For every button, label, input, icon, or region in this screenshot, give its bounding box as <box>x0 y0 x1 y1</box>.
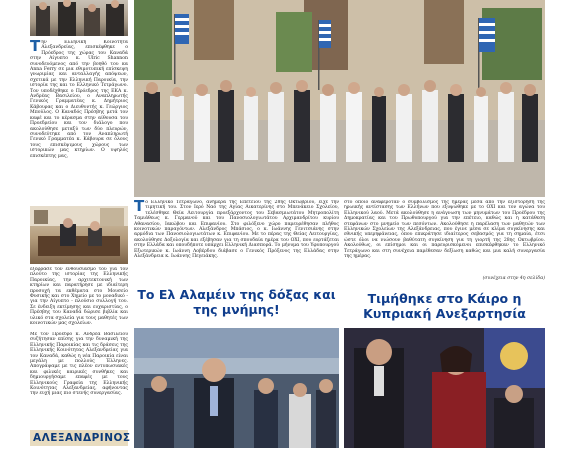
left-dropcap: Τ <box>30 40 41 55</box>
left-lower-text: Με τον Πρόεδρο κ. Ανδρέα Βασιλείου συζήτησαν επίσης για την δυναμική της Ελληνικής Παροικίας και τις δράσεις της Ελληνικής Κοινότητας Αλεξανδρείας για τον Καναδά, καθώς η νέα Παροικία είναι μεγάλη με πολλούς Έλληνες. Απογράψαμε με τις πλέον εντυπωσιακές και φιλικές καιρικές συνθήκες και δημιουργήσαμε επαφές με τους Ελληνικούς Γραφεία της Ελληνικής Κοινότητας Αλεξανδρείας, αφήνοντας την ευχή μιας πιο στενής συνεργασίας. <box>30 332 128 397</box>
el-alamein-photo <box>134 328 339 448</box>
headline-el-alamein: Το Ελ Αλαμέιν της δόξας και της μνήμης! <box>137 287 336 317</box>
cyprus-photo <box>344 328 545 448</box>
left-footer-bar <box>30 430 131 446</box>
top-left-photo <box>30 0 128 36</box>
continued-note: (συνέχεια στην 4η σελίδα) <box>482 276 545 281</box>
main-story-col2: στο οποίο αναφερόταν ο συμβολισμός της ημέρας μέσα από την εξιστόρηση της ηρωικής αντίστασης των Ελλήνων που εξυψώθηκε με το ΟΧΙ και τον αγώνα του Ελληνικού λαού. Μετά ακολούθησε η ανάγνωση των μηνυμάτων του Προέδρου της Δημοκρατίας και του Πρωθυπουργού για την επέτειο, καθώς και η κατάθεση στεφάνων στο μνημείο των πεσόντων. Ακολούθησε η παρέλαση των μαθητών των Ελληνικών Σχολείων της Αλεξάνδρειας, που έγινε μέσα σε κλίμα συγκίνησης και εθνικής υπερηφάνειας, όπου επικράτησε ιδιαίτερος σεβασμός για τη σημαία, έτσι ώστε όλοι να νιώσουν βαθύτατη συγκίνηση για τη γιορτή της 28ης Οκτωβρίου. Ακολούθως, οι επίσημοι και οι παρευρισκόμενοι επισκέφθηκαν το Ελληνικό Τετράγωνο και στη συνέχεια παρέθεσαν δεξίωση καθώς και μια καλή συνεργασία της ημέρας. <box>344 200 545 260</box>
left-middle-text: εξέφρασε τον ενθουσιασμό του για τον πλούτο της ιστορίας της Ελληνικής Παροικίας, την αρχιτεκτονική των κτηρίων και παρατήρησε με ιδιαίτερη προσοχή τα εκθέματα στο Μουσείο Φυσικής και στο Χημείο με το μοναδικό - για την Αίγυπτο - πλούσιο συλλογή του. Σε ένδειξη εκτίμησης και ευχαριστίας, ο Πρέσβης του Καναδά δώρισε βιβλία και υλικό στα σχολεία για τους μαθητές των κοινοτικών μας σχολείων. <box>30 267 128 327</box>
main-story-col1: Το Ελληνικό Τετράγωνο, ανήμερα της Επετείου της 28ης Οκτωβρίου, είχε την τιμητική του. Στον Ιερό Ναό της Αγίας Αικατερίνης στο Μπενάκειο Σχολείου, τελέσθηκε Θεία Λειτουργία προεξάρχοντος του Σεβασμιωτάτου Μητροπολίτη Ταμιάθεως κ. Γερμανού και του Πανοσιολογιωτάτου Αρχιμανδρίτου κυρίου Αθανασίου, Ιακώβου και Επιφανίου. Στο φιλόξενο χώρο παρευρέθησαν πλήθος κοινοτικών παραγόντων. Αλεξάνδρος Μπάσιος, ο κ. Ιωάννης Γενιτσιάνης στην αρμόδια των Πανοσιολογιωτάτων κ. Επιφανίου. Με το πέρας της Θείας Λειτουργίας, ακολούθησε Δοξολογία και εξέβησαν για τη σπουδαία ημέρα του ΟΧΙ, που εορτάζεται στην Ελλάδα και οπουδήποτε υπάρχει Ελληνική Διασπορά. Το μήνυμα του Υφυπουργού Εξωτερικών κ. Ιωάννη Λοβέρδου διάβασε ο Γενικός Πρόξενος της Ελλάδας στην Αλεξάνδρεια κ. Ιωάννης Πεγειάκης. <box>134 200 339 260</box>
left-middle-photo <box>30 206 128 264</box>
headline-cyprus-independence: Τιμήθηκε στο Κάιρο η Κυπριακή Ανεξαρτησία <box>363 291 526 321</box>
left-column <box>30 0 131 450</box>
main-dropcap: Τ <box>134 200 145 215</box>
footer-masthead: ΑΛΕΞΑΝΔΡΙΝΟΣ <box>33 432 131 444</box>
left-intro-text: Την Ελληνική Κοινότητα Αλεξανδρείας, επισκέφθηκε ο Πρόεδρος της χώρας του Καναδά στην Αίγυπτο κ. Ulric Shannon συνοδευόμενος από την βοηθό του κα Anna Ferry σε μια εθιμοτυπική επίσκεψη γνωριμίας και ανταλλαγής απόψεων, σχετικά με την Ελληνική Παροικία, την ιστορία της και το Ελληνικό Τετράγωνο. Τον υποδέχθηκε ο Πρόεδρος της ΕΚΑ κ. Ανδρέας Βασιλείου, ο Αναπληρωτής Γενικός Γραμματέας κ. Δημήτριος Κάβουρας και ο Διευθυντής κ. Γεώργιος Μπούλος. Ο Καναδός Πρέσβης μετά τον καφέ και το κέρασμα στην αίθουσα του Προεδρείου και τον διάλογο που ακολούθησε μεταξύ των δύο πλευρών, συνοδεύτηκε από τον Αναπληρωτή Γενικό Γραμματέα κ. Κάβουρα σε όλους τους επισκέψιμους χώρους των ιστορικών μας κτηρίων. Ο υψηλός επισκέπτης μας, <box>30 40 128 159</box>
main-photo <box>134 0 545 197</box>
